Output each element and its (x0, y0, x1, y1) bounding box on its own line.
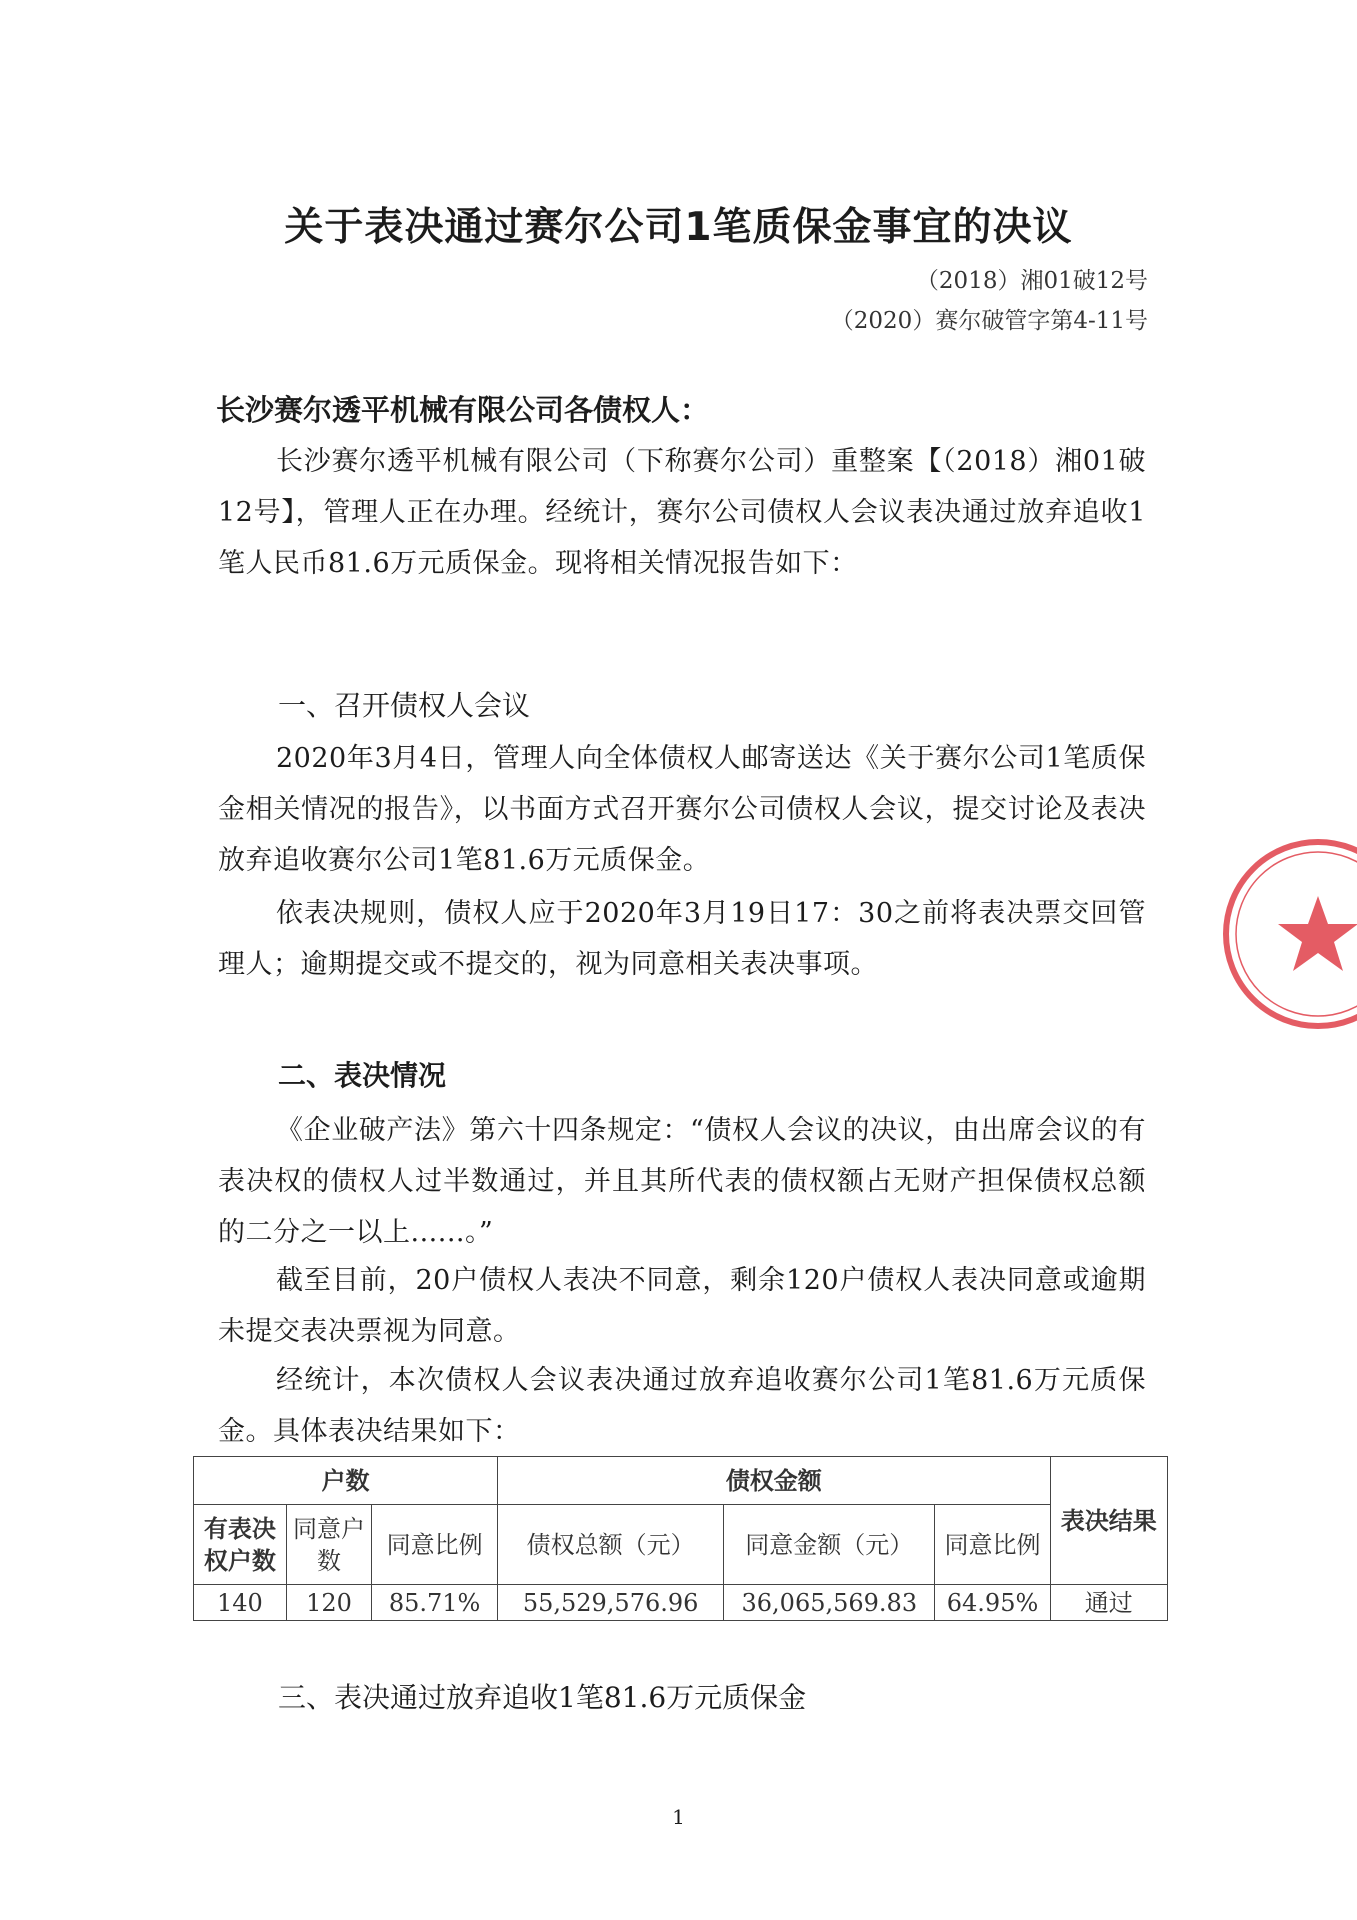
consenting-households-header: 同意户数 (286, 1505, 371, 1585)
household-consent-ratio-value: 85.71% (372, 1585, 498, 1621)
section-2-paragraph-1: 《企业破产法》第六十四条规定：“债权人会议的决议，由出席会议的有表决权的债权人过半数通过，并且其所代表的债权额占无财产担保债权总额的二分之一以上......。” (218, 1115, 1146, 1248)
vote-result-value: 通过 (1050, 1585, 1167, 1621)
seal-star-icon (1278, 896, 1357, 971)
document-title: 关于表决通过赛尔公司1笔质保金事宜的决议 (284, 205, 1073, 250)
section-heading-2: 二、表决情况 (278, 1059, 447, 1092)
table-sub-header-row (194, 1505, 1168, 1585)
official-seal-stamp (1218, 834, 1357, 1034)
administrator-document-number: （2020）赛尔破管字第4-11号 (830, 308, 1148, 334)
addressee: 长沙赛尔透平机械有限公司各债权人： (216, 393, 710, 427)
household-consent-ratio-header: 同意比例 (372, 1505, 498, 1585)
amount-consent-ratio-header: 同意比例 (935, 1505, 1050, 1585)
section-1-paragraph-1: 2020年3月4日，管理人向全体债权人邮寄送达《关于赛尔公司1笔质保金相关情况的报告》，以书面方式召开赛尔公司债权人会议，提交讨论及表决放弃追收赛尔公司1笔81.6万元质保金。 (218, 743, 1146, 876)
section-2-paragraph-3: 经统计，本次债权人会议表决通过放弃追收赛尔公司1笔81.6万元质保金。具体表决结果如下： (218, 1365, 1146, 1447)
consenting-amount-value: 36,065,569.83 (724, 1585, 935, 1621)
intro-paragraph: 长沙赛尔透平机械有限公司（下称赛尔公司）重整案【（2018）湘01破12号】，管理人正在办理。经统计，赛尔公司债权人会议表决通过放弃追收1笔人民币81.6万元质保金。现将相关情况报告如下： (218, 446, 1146, 579)
vote-result-header: 表决结果 (1050, 1457, 1167, 1585)
table-group-header-row (194, 1457, 1168, 1505)
page-number: 1 (672, 1805, 685, 1829)
claim-amount-header: 债权金额 (498, 1457, 1051, 1505)
voting-results-table (193, 1456, 1168, 1621)
case-reference-number: （2018）湘01破12号 (915, 268, 1148, 294)
table-row (194, 1585, 1168, 1621)
section-heading-1: 一、召开债权人会议 (278, 689, 531, 722)
consenting-amount-header: 同意金额（元） (724, 1505, 935, 1585)
section-2-paragraph-2: 截至目前，20户债权人表决不同意，剩余120户债权人表决同意或逾期未提交表决票视为同意。 (218, 1265, 1146, 1347)
total-claims-header: 债权总额（元） (498, 1505, 724, 1585)
section-1-paragraph-2: 依表决规则，债权人应于2020年3月19日17：30之前将表决票交回管理人；逾期提交或不提交的，视为同意相关表决事项。 (218, 898, 1146, 980)
consenting-households-value: 120 (286, 1585, 371, 1621)
voting-households-value: 140 (194, 1585, 287, 1621)
household-count-header: 户数 (194, 1457, 498, 1505)
voting-households-header: 有表决权户数 (194, 1505, 287, 1585)
total-claims-value: 55,529,576.96 (498, 1585, 724, 1621)
section-heading-3: 三、表决通过放弃追收1笔81.6万元质保金 (278, 1681, 807, 1714)
amount-consent-ratio-value: 64.95% (935, 1585, 1050, 1621)
